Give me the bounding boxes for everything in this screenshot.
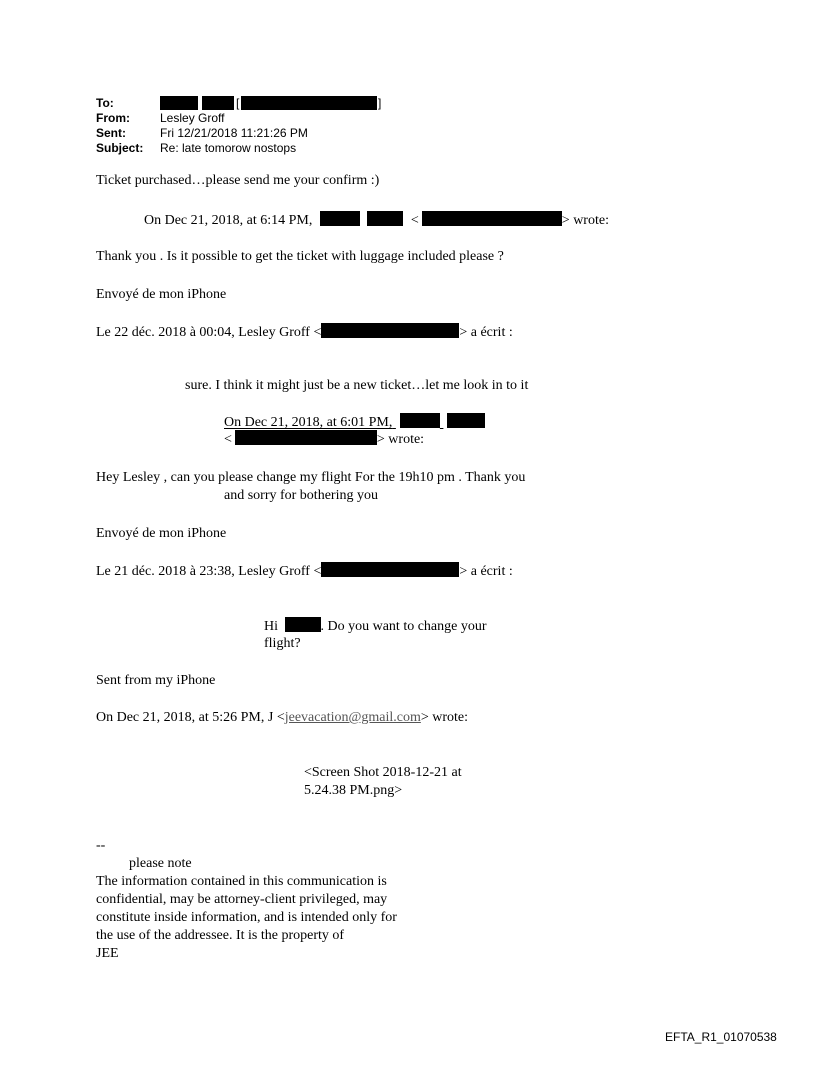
- sent-row: [96, 127, 496, 140]
- disclaimer-line4: the use of the addressee. It is the property of: [96, 928, 345, 943]
- to-bracket-close: ]: [378, 96, 382, 110]
- redacted-email: [321, 562, 459, 577]
- signature-separator: --: [96, 838, 106, 853]
- body-line-new-ticket: sure. I think it might just be a new ticket…let me look in to it: [185, 378, 529, 393]
- quote-header-3-prefix: On Dec 21, 2018, at 5:26 PM, J <: [96, 710, 285, 725]
- quote-header-fr-2-prefix: Le 21 déc. 2018 à 23:38, Lesley Groff <: [96, 564, 322, 579]
- redacted-email: [241, 96, 377, 110]
- disclaimer-line2: confidential, may be attorney-client privileged, may: [96, 892, 388, 907]
- quote-header-1: [144, 211, 609, 230]
- signature-envoye-2: Envoyé de mon iPhone: [96, 526, 227, 541]
- disclaimer-line1: The information contained in this communication is: [96, 874, 387, 889]
- sent-label: Sent:: [96, 126, 126, 140]
- quote-header-fr-1-suffix: > a écrit :: [459, 325, 513, 340]
- redacted-block: [400, 413, 440, 428]
- quote-header-1-suffix: > wrote:: [561, 213, 609, 228]
- body-line-hi: [264, 617, 487, 636]
- quote-header-fr-2-suffix: > a écrit :: [459, 564, 513, 579]
- from-value: Lesley Groff: [160, 111, 225, 125]
- quote-header-2-suffix: > wrote:: [376, 432, 425, 447]
- body-line-change-flight: Hey Lesley , can you please change my flight For the 19h10 pm . Thank you: [96, 470, 526, 485]
- email-header: [96, 97, 496, 157]
- quote-header-2-line2: [224, 430, 424, 449]
- quote-header-fr-1: [96, 323, 513, 342]
- quote-header-3-suffix: > wrote:: [420, 710, 469, 725]
- signature-envoye-1: Envoyé de mon iPhone: [96, 287, 227, 302]
- quote-header-3: [96, 709, 468, 727]
- email-link[interactable]: jeevacation@gmail.com: [284, 710, 421, 725]
- to-label: To:: [96, 96, 114, 110]
- subject-value: Re: late tomorow nostops: [160, 141, 297, 155]
- disclaimer-line5: JEE: [96, 946, 119, 961]
- subject-row: [96, 142, 496, 155]
- redacted-email: [422, 211, 562, 226]
- to-bracket-open: [: [236, 96, 240, 110]
- redacted-email: [235, 430, 377, 445]
- quote-header-1-lt: <: [410, 213, 419, 228]
- sent-value: Fri 12/21/2018 11:21:26 PM: [160, 126, 308, 140]
- body-line-hi-greeting: Hi: [264, 619, 278, 634]
- to-row: [96, 97, 496, 110]
- quote-header-2-lt: <: [224, 432, 232, 447]
- quote-header-2-prefix: On Dec 21, 2018, at 6:01 PM,: [224, 415, 393, 430]
- body-line-sorry: and sorry for bothering you: [224, 488, 378, 503]
- redacted-block: [367, 211, 403, 226]
- quote-header-fr-1-prefix: Le 22 déc. 2018 à 00:04, Lesley Groff <: [96, 325, 322, 340]
- redacted-block: [160, 96, 198, 110]
- attachment-name-line1: <Screen Shot 2018-12-21 at: [304, 765, 462, 780]
- redacted-block: [202, 96, 234, 110]
- from-label: From:: [96, 111, 130, 125]
- body-line-hi-rest: . Do you want to change your: [320, 619, 487, 634]
- body-line-ticket-purchased: Ticket purchased…please send me your confirm :): [96, 173, 380, 188]
- note-heading: please note: [129, 856, 192, 871]
- from-row: [96, 112, 496, 125]
- document-id: EFTA_R1_01070538: [665, 1030, 777, 1044]
- attachment-name-line2: 5.24.38 PM.png>: [304, 783, 403, 798]
- redacted-email: [321, 323, 459, 338]
- quote-header-1-prefix: On Dec 21, 2018, at 6:14 PM,: [144, 213, 313, 228]
- signature-sent-from-iphone: Sent from my iPhone: [96, 673, 216, 688]
- disclaimer-line3: constitute inside information, and is intended only for: [96, 910, 397, 925]
- quote-header-fr-2: [96, 562, 513, 581]
- subject-label: Subject:: [96, 141, 144, 155]
- body-line-flight: flight?: [264, 636, 301, 651]
- redacted-block: [285, 617, 321, 632]
- redacted-block: [320, 211, 360, 226]
- body-line-luggage-question: Thank you . Is it possible to get the ticket with luggage included please ?: [96, 249, 504, 264]
- redacted-block: [447, 413, 485, 428]
